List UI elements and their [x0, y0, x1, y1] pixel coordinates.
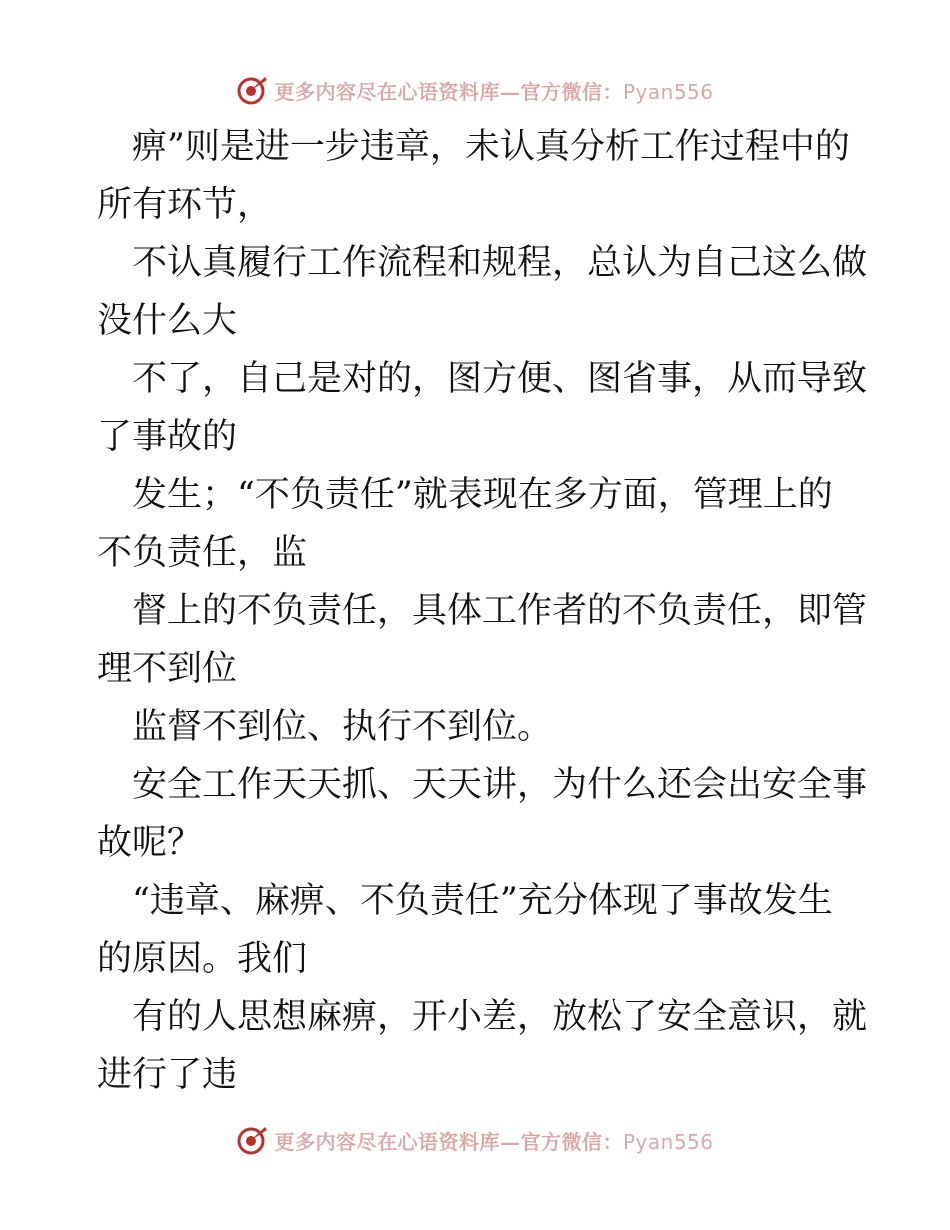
text-line: 理不到位: [97, 649, 238, 689]
text-line: 不负责任，监: [97, 533, 308, 573]
text-line: 不了，自己是对的，图方便、图省事，从而导致: [97, 359, 868, 399]
brand-logo-icon: [236, 1124, 268, 1156]
text-line: 安全工作天天抓、天天讲，为什么还会出安全事: [97, 765, 868, 805]
document-body: [97, 118, 868, 1104]
text-line: 发生；“不负责任”就表现在多方面，管理上的: [97, 475, 833, 515]
footer-banner-handle: Pyan556: [622, 1129, 714, 1154]
text-line: 没什么大: [97, 301, 238, 341]
footer-banner-label: 更多内容尽在心语资料库—官方微信：: [274, 1129, 623, 1154]
text-line: 故呢？: [97, 823, 203, 863]
text-line: 不认真履行工作流程和规程，总认为自己这么做: [97, 243, 868, 283]
header-banner: [0, 70, 950, 110]
text-line: 所有环节，: [97, 185, 273, 225]
footer-banner: [0, 1120, 950, 1160]
header-banner-handle: Pyan556: [622, 79, 714, 104]
text-line: 有的人思想麻痹，开小差，放松了安全意识，就: [97, 997, 868, 1037]
header-banner-label: 更多内容尽在心语资料库—官方微信：: [274, 79, 623, 104]
text-line: 了事故的: [97, 417, 238, 457]
text-line: 的原因。我们: [97, 939, 308, 979]
text-line: 痹”则是进一步违章，未认真分析工作过程中的: [97, 127, 850, 167]
header-banner-text: [274, 76, 713, 105]
footer-banner-text: [274, 1126, 713, 1155]
brand-logo-icon: [236, 74, 268, 106]
text-line: “违章、麻痹、不负责任”充分体现了事故发生: [97, 881, 833, 921]
text-line: 监督不到位、执行不到位。: [97, 707, 553, 747]
text-line: 督上的不负责任，具体工作者的不负责任，即管: [97, 591, 868, 631]
text-line: 进行了违: [97, 1055, 238, 1095]
